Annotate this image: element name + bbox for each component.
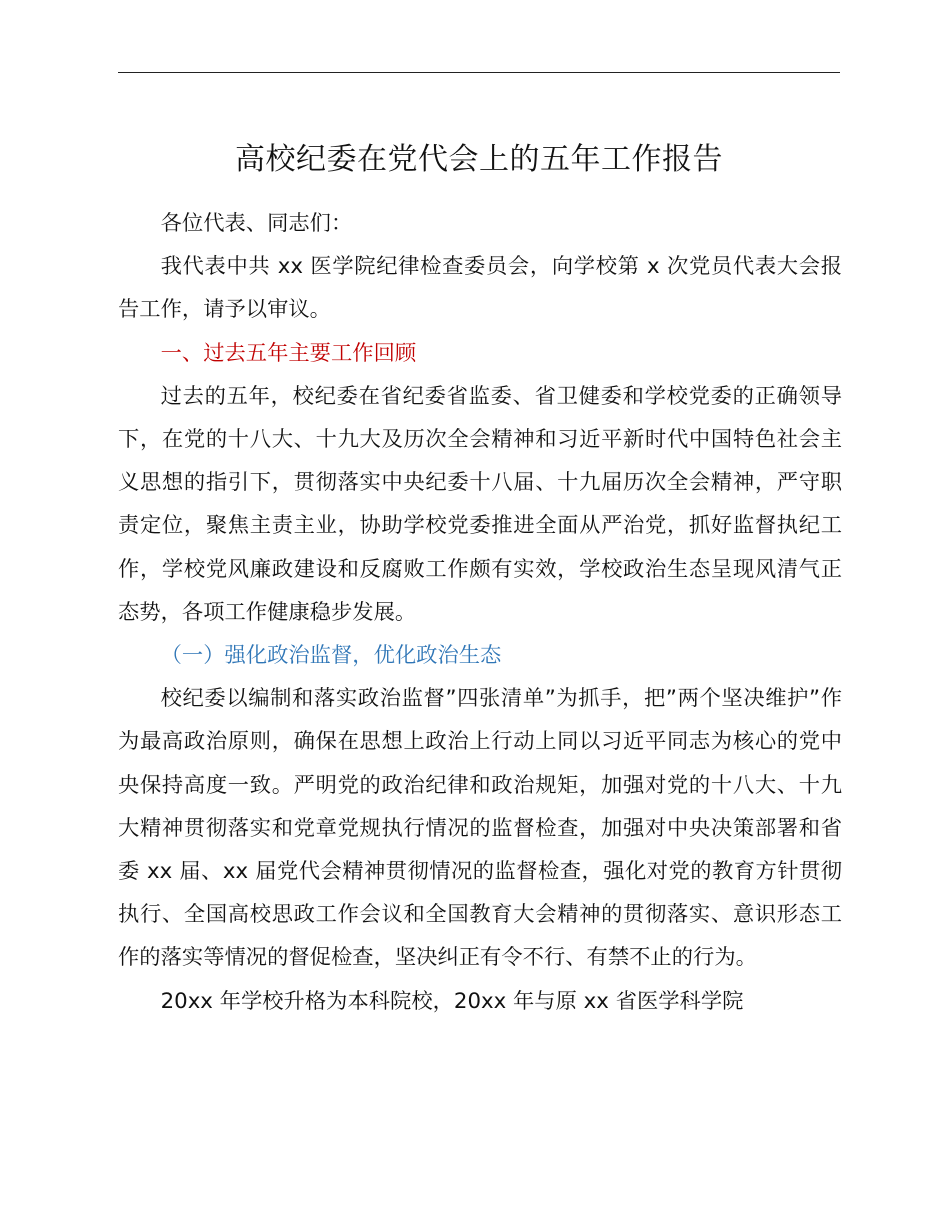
paragraph-review: 过去的五年，校纪委在省纪委省监委、省卫健委和学校党委的正确领导下，在党的十八大、十九大及历次全会精神和习近平新时代中国特色社会主义思想的指引下，贯彻落实中央纪委十八届、十九届历次全会精神，严守职责定位，聚焦主责主业，协助学校党委推进全面从严治党，抓好监督执纪工作，学校党风廉政建设和反腐败工作颇有实效，学校政治生态呈现风清气正态势，各项工作健康稳步发展。	[118, 383, 842, 625]
paragraph-political-supervision: 校纪委以编制和落实政治监督”四张清单”为抓手，把”两个坚决维护”作为最高政治原则，确保在思想上政治上行动上同以习近平同志为核心的党中央保持高度一致。严明党的政治纪律和政治规矩，加强对党的十八大、十九大精神贯彻落实和党章党规执行情况的监督检查，加强对中央决策部署和省委 xx 届、xx 届党代会精神贯彻情况的监督检查，强化对党的教育方针贯彻执行、全国高校思政工作会议和全国教育大会精神的贯彻落实、意识形态工作的落实等情况的督促检查，坚决纠正有令不行、有禁不止的行为。	[118, 686, 842, 971]
paragraph-intro: 我代表中共 xx 医学院纪律检查委员会，向学校第 x 次党员代表大会报告工作，请予以审议。	[118, 254, 842, 323]
section-heading: 一、过去五年主要工作回顾	[160, 340, 417, 366]
document-body	[118, 202, 842, 1023]
paragraph-upgrade: 20xx 年学校升格为本科院校，20xx 年与原 xx 省医学科学院	[160, 988, 744, 1014]
document-title: 高校纪委在党代会上的五年工作报告	[235, 142, 723, 177]
salutation: 各位代表、同志们：	[160, 211, 353, 236]
subsection-heading: （一）强化政治监督，优化政治生态	[160, 643, 502, 669]
header-rule	[118, 72, 840, 73]
